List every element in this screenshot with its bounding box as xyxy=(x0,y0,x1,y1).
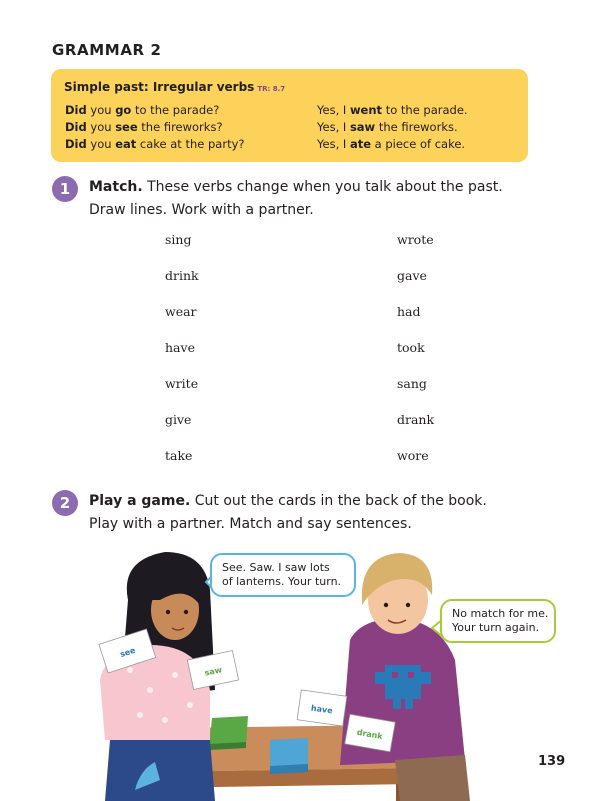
green-card-deck xyxy=(209,716,248,750)
right-word-gave[interactable]: gave xyxy=(397,268,427,283)
q-verb: see xyxy=(115,120,138,134)
activity-1-heading: Match. xyxy=(89,179,143,195)
activity-1-number: 1 xyxy=(52,176,78,202)
q-end: to the parade? xyxy=(131,103,220,117)
grammar-box-title xyxy=(64,80,285,94)
card-saw-label: saw xyxy=(203,665,223,678)
boy-figure xyxy=(340,553,470,801)
grammar-box xyxy=(51,69,528,162)
grammar-answer-1 xyxy=(317,103,468,117)
left-word-give[interactable]: give xyxy=(165,412,192,427)
activity-2-line-2: Play with a partner. Match and say sentences. xyxy=(89,516,412,532)
a-end: to the parade. xyxy=(382,103,468,117)
grammar-answer-2 xyxy=(317,120,458,134)
right-word-drank[interactable]: drank xyxy=(397,412,435,427)
q-verb: eat xyxy=(115,137,137,151)
right-word-sang[interactable]: sang xyxy=(397,376,427,391)
q-verb: go xyxy=(115,103,132,117)
q-end: the fireworks? xyxy=(137,120,223,134)
left-word-have[interactable]: have xyxy=(165,340,195,355)
a-start: Yes, I xyxy=(317,120,350,134)
q-mid: you xyxy=(86,103,116,117)
section-title: GRAMMAR 2 xyxy=(52,41,162,59)
activity-2-line-1 xyxy=(89,490,487,513)
left-word-drink[interactable]: drink xyxy=(165,268,199,283)
girl-bubble-line-1: See. Saw. I saw lots xyxy=(222,561,330,574)
a-end: a piece of cake. xyxy=(371,137,466,151)
a-verb: went xyxy=(349,103,383,117)
boy-bubble-line-2: Your turn again. xyxy=(452,621,540,634)
grammar-question-3 xyxy=(65,137,245,151)
activity-2-heading: Play a game. xyxy=(89,493,191,509)
girl-bubble-line-2: of lanterns. Your turn. xyxy=(222,575,342,588)
a-start: Yes, I xyxy=(317,137,350,151)
activity-2-instruction: Cut out the cards in the back of the book. xyxy=(190,493,487,509)
activity-2-number: 2 xyxy=(52,490,78,516)
card-drank-label: drank xyxy=(356,727,384,742)
q-did: Did xyxy=(65,103,87,117)
right-word-had[interactable]: had xyxy=(397,304,421,319)
a-end: the fireworks. xyxy=(375,120,458,134)
card-see-label: see xyxy=(118,645,137,660)
q-did: Did xyxy=(65,137,87,151)
q-end: cake at the party? xyxy=(136,137,245,151)
card-have-label: have xyxy=(310,703,334,716)
track-label: TR: 8.7 xyxy=(257,85,286,93)
right-word-took[interactable]: took xyxy=(397,340,425,355)
a-verb: ate xyxy=(349,137,371,151)
right-word-wore[interactable]: wore xyxy=(397,448,429,463)
a-start: Yes, I xyxy=(317,103,350,117)
left-word-wear[interactable]: wear xyxy=(165,304,197,319)
activity-1-line-1 xyxy=(89,176,503,199)
q-mid: you xyxy=(86,137,116,151)
blue-card-deck xyxy=(270,738,308,774)
grammar-title-text: Simple past: Irregular verbs xyxy=(64,80,255,94)
activity-1-instruction: These verbs change when you talk about the past. xyxy=(142,179,503,195)
page-number: 139 xyxy=(538,754,566,769)
activity-1-line-2: Draw lines. Work with a partner. xyxy=(89,202,314,218)
a-verb: saw xyxy=(349,120,376,134)
grammar-question-1 xyxy=(65,103,219,117)
q-did: Did xyxy=(65,120,87,134)
grammar-question-2 xyxy=(65,120,223,134)
grammar-answer-3 xyxy=(317,137,465,151)
left-word-take[interactable]: take xyxy=(165,448,193,463)
girl-speech-bubble xyxy=(210,553,356,597)
q-mid: you xyxy=(86,120,116,134)
boy-speech-bubble xyxy=(440,599,556,643)
left-word-sing[interactable]: sing xyxy=(165,232,192,247)
boy-bubble-line-1: No match for me. xyxy=(452,607,549,620)
left-word-write[interactable]: write xyxy=(165,376,199,391)
card-have[interactable] xyxy=(297,690,347,726)
right-word-wrote[interactable]: wrote xyxy=(397,232,434,247)
